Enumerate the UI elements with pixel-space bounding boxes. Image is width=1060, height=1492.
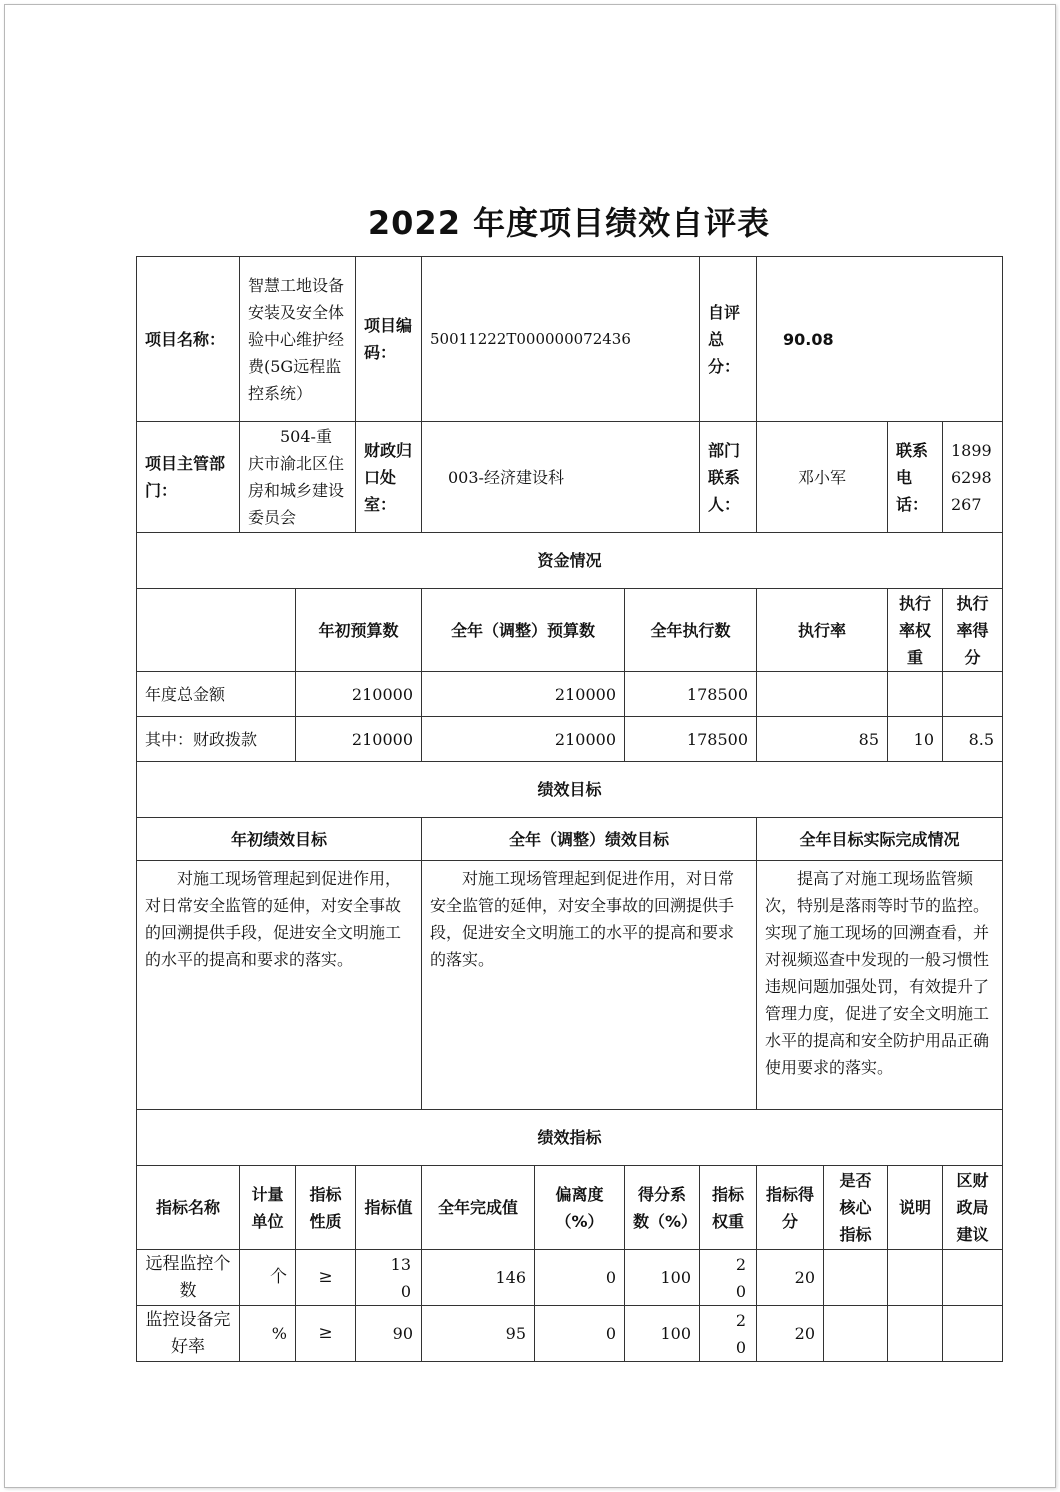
indicator-note [888,1306,943,1362]
funding-row-label: 年度总金额 [137,672,296,717]
indicator-advice [943,1306,1003,1362]
indicator-header-target: 指标值 [356,1166,422,1250]
indicator-header-nature: 指标性质 [296,1166,356,1250]
indicator-core [824,1306,888,1362]
phone-label: 联系电话： [888,422,943,533]
indicator-header-core: 是否核心指标 [824,1166,888,1250]
indicator-weight: 20 [700,1250,757,1306]
funding-section-title: 资金情况 [137,533,1003,589]
funding-header-score: 执行率得分 [943,589,1003,672]
funding-initial-value: 210000 [296,672,422,717]
project-name-label: 项目名称： [137,257,240,422]
funding-score-value [943,672,1003,717]
page-title: 2022 年度项目绩效自评表 [367,204,771,242]
contact-label: 部门联系人： [700,422,757,533]
funding-executed-value: 178500 [625,672,757,717]
score-value: 90.08 [757,257,1003,422]
indicator-core [824,1250,888,1306]
indicator-name: 远程监控个数 [137,1250,240,1306]
indicator-header-advice: 区财政局建议 [943,1166,1003,1250]
funding-score-value: 8.5 [943,717,1003,762]
funding-row-label: 其中：财政拨款 [137,717,296,762]
goals-section-title: 绩效目标 [137,762,1003,818]
funding-header-executed: 全年执行数 [625,589,757,672]
goals-header-initial: 年初绩效目标 [137,818,422,861]
indicator-target: 130 [356,1250,422,1306]
funding-header-blank [137,589,296,672]
indicators-section-row [137,1110,1003,1166]
indicator-header-name: 指标名称 [137,1166,240,1250]
indicator-unit: % [240,1306,296,1362]
goals-section-row [137,762,1003,818]
project-name-value: 智慧工地设备安装及安全体验中心维护经费(5G远程监控系统） [240,257,356,422]
goals-actual-text: 提高了对施工现场监管频次，特别是落雨等时节的监控。实现了施工现场的回溯查看，并对视频巡查中发现的一般习惯性违规问题加强处罚，有效提升了管理力度，促进了安全文明施工水平的提高和安全防护用品正确使用要求的落实。 [757,861,1003,1110]
finance-office-value: 003-经济建设科 [422,422,700,533]
indicator-header-deviation: 偏离度（%） [535,1166,625,1250]
indicator-coef: 100 [625,1250,700,1306]
goals-header-row [137,818,1003,861]
funding-adjusted-value: 210000 [422,717,625,762]
indicator-row [137,1306,1003,1362]
indicator-nature: ≥ [296,1250,356,1306]
phone-value: 18996298267 [943,422,1003,533]
funding-initial-value: 210000 [296,717,422,762]
funding-weight-value [888,672,943,717]
goals-content-row [137,861,1003,1110]
indicator-header-weight: 指标权重 [700,1166,757,1250]
department-value: 504-重庆市渝北区住房和城乡建设委员会 [240,422,356,533]
indicator-name: 监控设备完好率 [137,1306,240,1362]
funding-weight-value: 10 [888,717,943,762]
indicator-nature: ≥ [296,1306,356,1362]
project-code-label: 项目编码： [356,257,422,422]
indicator-weight: 20 [700,1306,757,1362]
department-label: 项目主管部门： [137,422,240,533]
project-code-value: 50011222T000000072436 [422,257,700,422]
indicator-row [137,1250,1003,1306]
indicator-coef: 100 [625,1306,700,1362]
indicator-header-score: 指标得分 [757,1166,824,1250]
indicator-unit: 个 [240,1250,296,1306]
department-row [137,422,1003,533]
funding-header-row [137,589,1003,672]
indicators-section-title: 绩效指标 [137,1110,1003,1166]
goals-adjusted-text: 对施工现场管理起到促进作用，对日常安全监管的延伸，对安全事故的回溯提供手段，促进安全文明施工的水平的提高和要求的落实。 [422,861,757,1110]
indicator-header-coef: 得分系数（%） [625,1166,700,1250]
funding-header-initial: 年初预算数 [296,589,422,672]
indicator-actual: 95 [422,1306,535,1362]
indicator-actual: 146 [422,1250,535,1306]
funding-adjusted-value: 210000 [422,672,625,717]
funding-section-row [137,533,1003,589]
funding-rate-value [757,672,888,717]
indicator-header-note: 说明 [888,1166,943,1250]
funding-header-rate: 执行率 [757,589,888,672]
indicator-header-unit: 计量单位 [240,1166,296,1250]
goals-header-actual: 全年目标实际完成情况 [757,818,1003,861]
indicator-note [888,1250,943,1306]
goals-header-adjusted: 全年（调整）绩效目标 [422,818,757,861]
finance-office-label: 财政归口处室： [356,422,422,533]
indicators-header-row [137,1166,1003,1250]
contact-value: 邓小军 [757,422,888,533]
funding-executed-value: 178500 [625,717,757,762]
indicator-header-actual: 全年完成值 [422,1166,535,1250]
indicator-advice [943,1250,1003,1306]
evaluation-table [136,256,1003,1362]
funding-header-adjusted: 全年（调整）预算数 [422,589,625,672]
funding-rate-value: 85 [757,717,888,762]
indicator-target: 90 [356,1306,422,1362]
indicator-score: 20 [757,1306,824,1362]
funding-row-fiscal [137,717,1003,762]
indicator-score: 20 [757,1250,824,1306]
indicator-deviation: 0 [535,1306,625,1362]
score-label: 自评总分： [700,257,757,422]
funding-header-weight: 执行率权重 [888,589,943,672]
project-info-row [137,257,1003,422]
indicator-deviation: 0 [535,1250,625,1306]
funding-row-total [137,672,1003,717]
goals-initial-text: 对施工现场管理起到促进作用，对日常安全监管的延伸，对安全事故的回溯提供手段，促进安全文明施工的水平的提高和要求的落实。 [137,861,422,1110]
